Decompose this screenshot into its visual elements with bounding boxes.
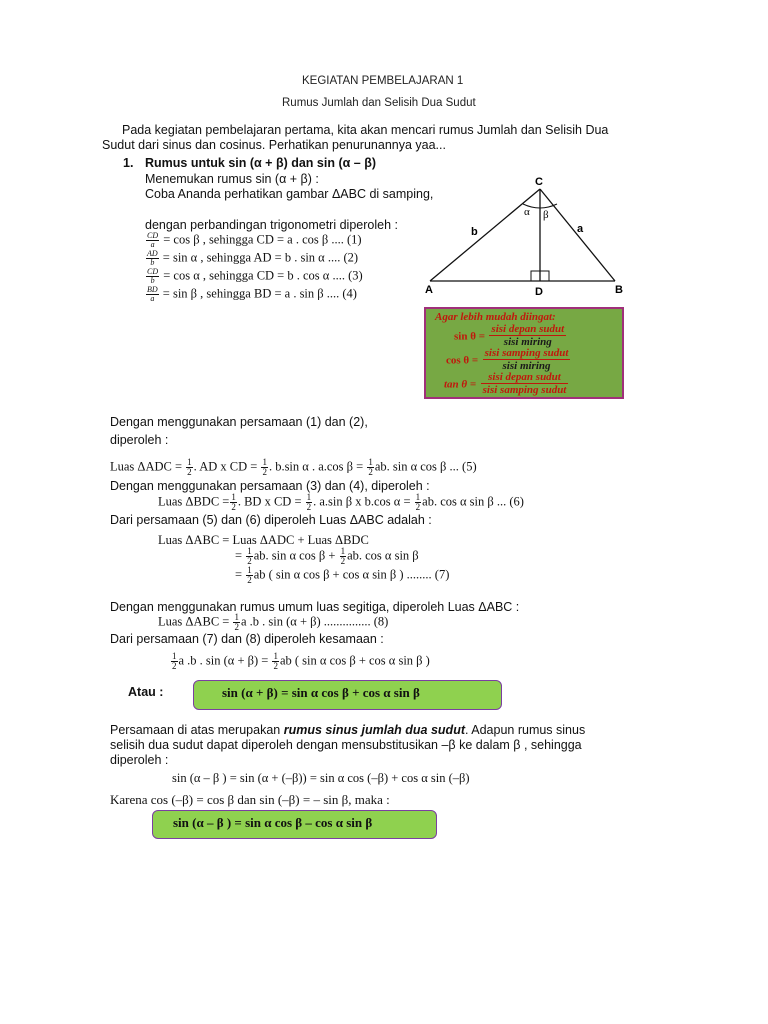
vertex-a-label: A [425,284,433,296]
luas-bdc-a: Luas ΔBDC = [158,494,230,509]
half-den: 2 [340,556,346,566]
luas-bdc-c: . a.sin β x b.cos α = [313,494,411,509]
cos-denominator: sisi miring [502,360,551,372]
ratio-4-rhs: = sin β , sehingga BD = a . sin β .... (4) [162,286,357,301]
cos-numerator: sisi samping sudut [484,347,569,359]
difference-line-1-b: . Adapun rumus sinus [465,723,586,737]
page-title: KEGIATAN PEMBELAJARAN 1 [302,75,464,87]
half-num: 1 [306,492,312,502]
half-num: 1 [234,612,239,622]
half-den: 2 [234,622,239,632]
intro-line-1: Pada kegiatan pembelajaran pertama, kita akan mencari rumus Jumlah dan Selisih Dua [122,123,609,137]
luas-bdc-line [158,493,524,512]
general-line-2 [158,613,388,632]
sin-label: sin θ = [454,330,485,343]
see-triangle-text: Coba Ananda perhatikan gambar ΔABC di samping, [145,187,434,201]
half-num: 1 [415,492,421,502]
sum-line-3-b: ab ( sin α cos β + cos α sin β ) ........ (7) [253,567,450,582]
luas-adc-b: . AD x CD = [193,459,258,474]
difference-line-1 [110,723,585,737]
angle-alpha-label: α [524,206,530,218]
sum-line-2-b: ab. sin α cos β + [253,548,336,563]
side-b-label: b [471,226,478,238]
ratio-1-den: a [150,240,155,249]
luas-bdc-b: . BD x CD = [237,494,302,509]
half-den: 2 [368,467,373,477]
difference-line-1-em: rumus sinus jumlah dua sudut [283,723,465,737]
difference-line-2: selisih dua sudut dapat diperoleh dengan mensubstitusikan –β ke dalam β , sehingga [110,738,582,752]
half-num: 1 [368,457,373,467]
sum-line-3 [235,566,449,585]
general-line-4-a: a .b . sin (α + β) = [178,653,269,668]
side-cb [540,189,615,281]
difference-line-3: diperoleh : [110,753,169,767]
from-eq-56: Dari persamaan (5) dan (6) diperoleh Luas ΔABC adalah : [110,513,432,527]
reminder-box [424,307,624,399]
ratio-row-3 [145,268,363,285]
ratio-row-2 [145,250,358,267]
luas-adc-c: . b.sin α . a.cos β = [268,459,364,474]
sum-line-2-c: ab. cos α sin β [347,548,419,563]
luas-adc-a: Luas ΔADC = [110,459,183,474]
luas-adc-line [110,458,477,477]
half-num: 1 [247,546,252,556]
result-sum-formula: sin (α + β) = sin α cos β + cos α sin β [222,685,420,700]
vertex-b-label: B [615,284,623,296]
section-number: 1. [123,156,134,170]
half-num: 1 [273,651,278,661]
side-ca [430,189,540,281]
half-den: 2 [172,661,177,671]
half-num: 1 [187,457,192,467]
ratio-2-rhs: = sin α , sehingga AD = b . sin α .... (2) [162,250,359,265]
half-num: 1 [247,565,252,575]
ratio-row-1 [145,232,362,249]
ratio-3-den: b [150,276,155,285]
sum-line-1: Luas ΔABC = Luas ΔADC + Luas ΔBDC [158,533,369,547]
luas-bdc-d: ab. cos α sin β ... (6) [422,494,524,509]
find-formula-text: Menemukan rumus sin (α + β) : [145,172,319,186]
sin-numerator: sisi depan sudut [491,323,565,335]
sum-line-3-eq: = [235,567,243,582]
half-den: 2 [306,502,312,512]
ratio-3-num: CD [147,267,159,276]
ratios-intro: dengan perbandingan trigonometri diperoleh : [145,218,398,232]
result-diff-formula: sin (α – β ) = sin α cos β – cos α sin β [173,815,373,830]
diperoleh-1: diperoleh : [110,433,169,447]
general-line-3: Dari persamaan (7) dan (8) diperoleh kesamaan : [110,632,384,646]
vertex-c-label: C [535,176,543,188]
cos-label: cos θ = [446,354,479,367]
difference-line-1-a: Persamaan di atas merupakan [110,723,284,737]
ratio-4-num: BD [147,285,158,294]
half-den: 2 [247,575,252,585]
ratio-1-num: CD [147,231,159,240]
karena-line: Karena cos (–β) = cos β dan sin (–β) = – sin β, maka : [110,792,390,807]
section-heading: Rumus untuk sin (α + β) dan sin (α – β) [145,156,376,170]
atau-label: Atau : [128,685,164,699]
ratio-1-rhs: = cos β , sehingga CD = a . cos β .... (1) [163,232,362,247]
use-eq-34: Dengan menggunakan persamaan (3) dan (4), diperoleh : [110,479,430,493]
intro-line-2: Sudut dari sinus dan cosinus. Perhatikan penurunannya yaa... [102,138,446,152]
sin-denominator: sisi miring [503,336,552,348]
page-subtitle: Rumus Jumlah dan Selisih Dua Sudut [282,97,476,109]
reminder-cos [446,347,570,372]
half-den: 2 [262,467,267,477]
triangle-diagram [425,175,625,300]
general-line-2-a: Luas ΔABC = [158,614,230,629]
general-line-2-b: a .b . sin (α + β) ............... (8) [240,614,389,629]
ratio-3-rhs: = cos α , sehingga CD = b . cos α .... (3) [163,268,363,283]
sum-line-2 [235,547,419,566]
tan-denominator: sisi samping sudut [482,384,567,396]
sum-line-2-eq: = [235,548,243,563]
half-den: 2 [187,467,192,477]
substitution-line: sin (α – β ) = sin (α + (–β)) = sin α cos (–β) + cos α sin (–β) [172,771,470,785]
general-line-4-b: ab ( sin α cos β + cos α sin β ) [279,653,430,668]
half-num: 1 [340,546,346,556]
half-num: 1 [231,492,236,502]
luas-adc-d: ab. sin α cos β ... (5) [374,459,477,474]
ratio-4-den: a [150,294,155,303]
ratio-row-4 [145,286,357,303]
vertex-d-label: D [535,286,543,298]
half-den: 2 [273,661,278,671]
half-den: 2 [231,502,236,512]
half-num: 1 [172,651,177,661]
tan-label: tan θ = [444,378,477,391]
half-num: 1 [262,457,267,467]
ratio-2-den: b [150,258,155,267]
angle-beta-label: β [543,209,549,221]
reminder-tan [444,371,568,396]
reminder-title: Agar lebih mudah diingat: [435,311,556,323]
side-a-label: a [577,223,584,235]
use-eq-12: Dengan menggunakan persamaan (1) dan (2), [110,415,368,429]
half-den: 2 [415,502,421,512]
tan-numerator: sisi depan sudut [481,371,569,384]
general-line-1: Dengan menggunakan rumus umum luas segitiga, diperoleh Luas ΔABC : [110,600,520,614]
general-line-4 [170,652,430,671]
reminder-sin [454,323,566,348]
half-den: 2 [247,556,252,566]
ratio-2-num: AD [147,249,158,258]
